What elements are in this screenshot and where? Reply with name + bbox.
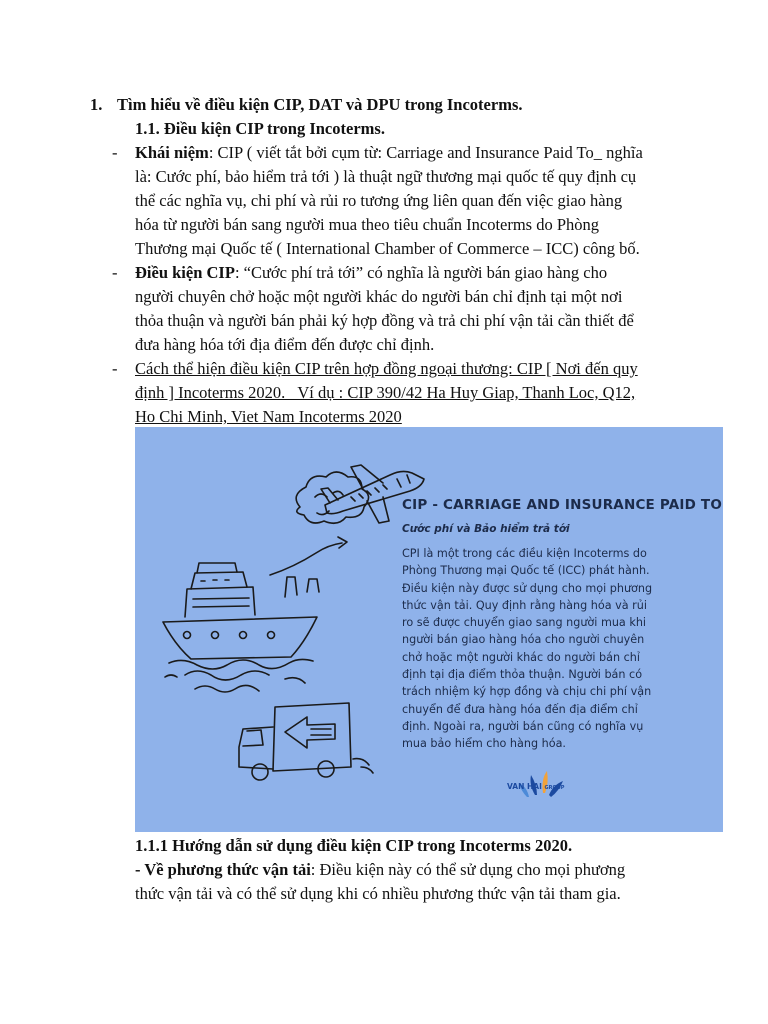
bullet-dash: - (112, 359, 118, 378)
cach-the-hien-line-2: định ] Incoterms 2020._ Ví dụ : CIP 390/42 Ha Huy Giap, Thanh Loc, Q12, (135, 383, 636, 402)
khai-niem-line-2: là: Cước phí, bảo hiểm trả tới ) là thuật ngữ thương mại quốc tế quy định cụ (135, 167, 637, 186)
phuong-thuc-line-1 (135, 858, 625, 882)
curved-arrow-icon (270, 537, 347, 575)
phuong-thuc-text-1: : Điều kiện này có thể sử dụng cho mọi phương (310, 860, 626, 879)
infographic-subtitle: Cước phí và Bảo hiểm trả tới (402, 523, 570, 535)
infographic-body-line: chở hoặc một người khác do người bán chỉ (402, 650, 640, 664)
dieu-kien-line-4: đưa hàng hóa tới địa điểm đến được chỉ định. (135, 335, 435, 354)
infographic-body-line: Phòng Thương mại Quốc tế (ICC) phát hành. (402, 564, 650, 578)
cach-the-hien-line-3: Ho Chi Minh, Viet Nam Incoterms 2020 (135, 407, 402, 426)
bullet-dash: - (112, 263, 118, 282)
infographic-body-line: Điều kiện này được sử dụng cho mọi phương (402, 581, 653, 595)
khai-niem-line-5: Thương mại Quốc tế ( International Chamber of Commerce – ICC) công bố. (135, 239, 640, 258)
dieu-kien-line-2: người chuyên chở hoặc một người khác do người bán chỉ định tại một nơi (135, 287, 623, 306)
ship-icon (163, 563, 319, 659)
khai-niem-label: Khái niệm (135, 143, 209, 162)
infographic-title: CIP - CARRIAGE AND INSURANCE PAID TO (402, 497, 722, 513)
infographic-body-line: ro sẽ được chuyển giao sang người mua khi (402, 616, 647, 630)
infographic-body-line: thức vận tải. Quy định rằng hàng hóa và rủi (402, 598, 647, 612)
heading-1: Tìm hiểu về điều kiện CIP, DAT và DPU trong Incoterms. (117, 95, 523, 114)
khai-niem-line-4: hóa từ người bán sang người mua theo tiêu chuẩn Incoterms do Phòng (135, 215, 600, 234)
dieu-kien-label: Điều kiện CIP (135, 263, 235, 282)
dieu-kien-text-1: : “Cước phí trả tới” có nghĩa là người bán giao hàng cho (234, 263, 608, 282)
logo-name: VAN HAI (507, 782, 542, 791)
infographic-body-line: trách nhiệm ký hợp đồng và chịu chi phí vận (402, 685, 652, 699)
dieu-kien-line-1 (135, 261, 607, 285)
heading-1-1: 1.1. Điều kiện CIP trong Incoterms. (135, 119, 385, 138)
heading-1-1-1: 1.1.1 Hướng dẫn sử dụng điều kiện CIP trong Incoterms 2020. (135, 836, 573, 855)
infographic-body-line: định tại địa điểm thỏa thuận. Người bán có (402, 668, 643, 682)
airplane-icon (321, 465, 424, 523)
khai-niem-line-1 (135, 141, 643, 165)
truck-icon (239, 703, 373, 780)
van-hai-logo-text (507, 782, 564, 791)
cip-infographic (135, 427, 723, 832)
phuong-thuc-label: - Về phương thức vận tải (135, 860, 311, 879)
infographic-body-line: CPI là một trong các điều kiện Incoterms do (402, 547, 647, 560)
bullet-dash: - (112, 143, 118, 162)
khai-niem-line-3: thể các nghĩa vụ, chi phí và rủi ro tương ứng liên quan đến việc giao hàng (135, 191, 623, 210)
infographic-body-line: người bán giao hàng hóa cho người chuyên (402, 633, 645, 647)
khai-niem-text-1: : CIP ( viết tắt bởi cụm từ: Carriage and Insurance Paid To_ nghĩa (208, 143, 643, 162)
infographic-body (402, 545, 702, 753)
dieu-kien-line-3: thỏa thuận và người bán phải ký hợp đồng và trả chi phí vận tải cần thiết để (135, 311, 634, 330)
waves-icon (165, 659, 313, 692)
phuong-thuc-line-2: thức vận tải và có thể sử dụng khi có nhiều phương thức vận tải tham gia. (135, 884, 621, 903)
infographic-body-line: mua bảo hiểm cho hàng hóa. (402, 737, 566, 751)
logo-sub: GROUP (544, 785, 565, 791)
cach-the-hien-line-1: Cách thể hiện điều kiện CIP trên hợp đồng ngoại thương: CIP [ Nơi đến quy (135, 359, 638, 378)
heading-1-number: 1. (90, 95, 103, 114)
infographic-body-line: chuyển để đưa hàng hóa đến địa điểm chỉ (402, 702, 638, 716)
infographic-body-line: định. Ngoài ra, người bán cũng có nghĩa vụ (402, 719, 644, 733)
